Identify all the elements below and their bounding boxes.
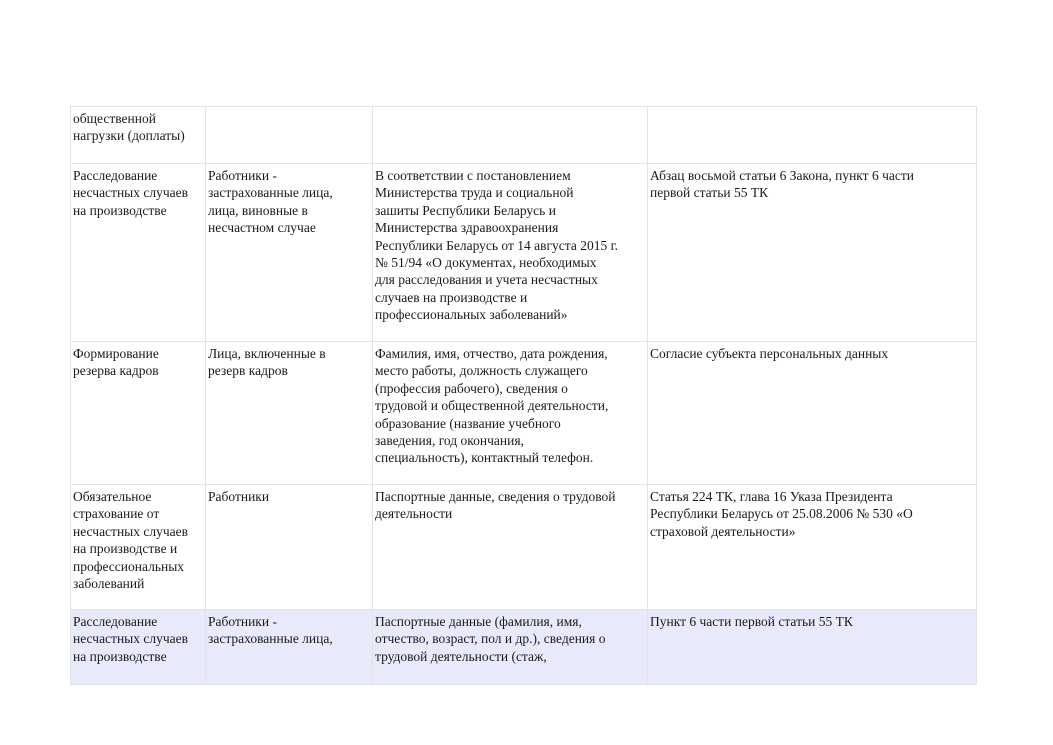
process-cell: Расследование несчастных случаев на производстве (71, 164, 206, 342)
legal-basis-cell (648, 107, 977, 164)
subjects-cell: Работники - застрахованные лица, лица, виновные в несчастном случае (206, 164, 373, 342)
process-cell: Расследование несчастных случаев на производстве (71, 610, 206, 685)
data-list-cell (373, 107, 648, 164)
process-cell: Формирование резерва кадров (71, 342, 206, 485)
table-row (71, 485, 977, 610)
subjects-cell: Лица, включенные в резерв кадров (206, 342, 373, 485)
process-cell: Обязательное страхование от несчастных случаев на производстве и профессиональных заболеваний (71, 485, 206, 610)
legal-basis-cell: Пункт 6 части первой статьи 55 ТК (648, 610, 977, 685)
data-list-cell: Паспортные данные (фамилия, имя, отчество, возраст, пол и др.), сведения о трудовой деятельности (стаж, (373, 610, 648, 685)
legal-basis-cell: Согласие субъекта персональных данных (648, 342, 977, 485)
process-cell: общественной нагрузки (доплаты) (71, 107, 206, 164)
subjects-cell (206, 107, 373, 164)
table-row (71, 107, 977, 164)
table-row-highlighted (71, 610, 977, 685)
data-list-cell: Паспортные данные, сведения о трудовой деятельности (373, 485, 648, 610)
subjects-cell: Работники (206, 485, 373, 610)
personal-data-table (70, 106, 977, 685)
table-row (71, 164, 977, 342)
subjects-cell: Работники - застрахованные лица, (206, 610, 373, 685)
legal-basis-cell: Абзац восьмой статьи 6 Закона, пункт 6 части первой статьи 55 ТК (648, 164, 977, 342)
data-list-cell: Фамилия, имя, отчество, дата рождения, место работы, должность служащего (профессия рабочего), сведения о трудовой и общественной деятельности, образование (название учебного заведения, год окончания, специальность), контактный телефон. (373, 342, 648, 485)
table-row (71, 342, 977, 485)
legal-basis-cell: Статья 224 ТК, глава 16 Указа Президента Республики Беларусь от 25.08.2006 № 530 «О страховой деятельности» (648, 485, 977, 610)
data-list-cell: В соответствии с постановлением Министерства труда и социальной зашиты Республики Беларусь и Министерства здравоохранения Республики Беларусь от 14 августа 2015 г. № 51/94 «О документах, необходимых для расследования и учета несчастных случаев на производстве и профессиональных заболеваний» (373, 164, 648, 342)
